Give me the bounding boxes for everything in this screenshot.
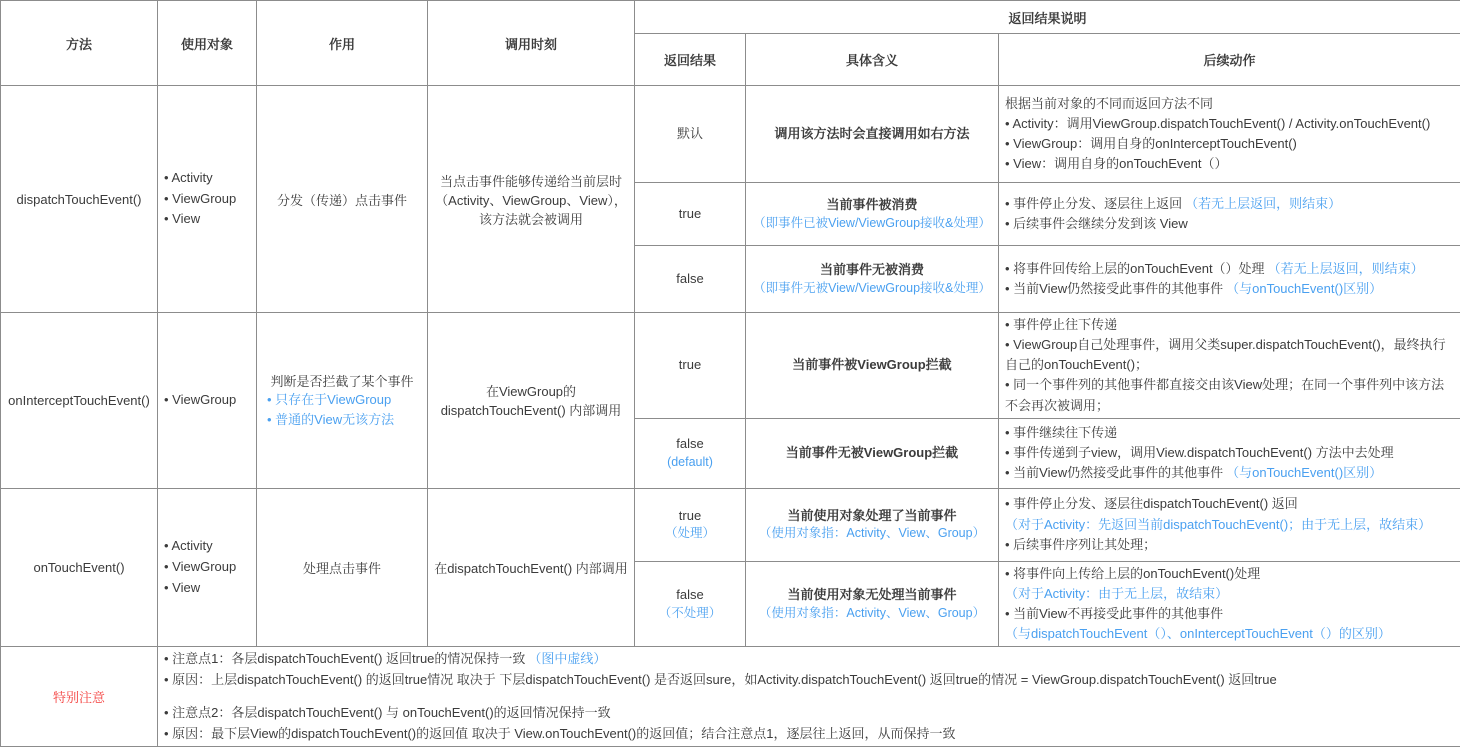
action-cell: • 将事件回传给上层的onTouchEvent（）处理 （若无上层返回，则结束） • 当前View仍然接受此事件的其他事件 （与onTouchEvent()区别）: [999, 246, 1460, 313]
col-header-target: 使用对象: [158, 1, 257, 86]
col-header-when: 调用时刻: [428, 1, 635, 86]
meaning-cell: 当前使用对象处理了当前事件 （使用对象指：Activity、View、Group）: [746, 488, 999, 561]
col-header-effect: 作用: [257, 1, 428, 86]
col-header-meaning: 具体含义: [746, 34, 999, 86]
result-cell: false (default): [635, 418, 746, 488]
table-row: [1, 313, 1460, 419]
col-header-result-group: 返回结果说明: [635, 1, 1460, 34]
result-cell: false （不处理）: [635, 561, 746, 647]
effect-ontouch: 处理点击事件: [257, 488, 428, 647]
meaning-cell: 当前事件被ViewGroup拦截: [746, 313, 999, 419]
table-row: [1, 86, 1460, 183]
effect-note: • 只存在于ViewGroup: [267, 390, 421, 410]
meaning-cell: 当前事件无被ViewGroup拦截: [746, 418, 999, 488]
note-spacer: [164, 691, 1454, 703]
meaning-cell: 当前使用对象无处理当前事件 （使用对象指：Activity、View、Group）: [746, 561, 999, 647]
col-header-result: 返回结果: [635, 34, 746, 86]
action-cell: • 事件停止分发、逐层往上返回 （若无上层返回，则结束） • 后续事件会继续分发到该 View: [999, 183, 1460, 246]
target-list-intercept: [158, 313, 257, 489]
target-item: • ViewGroup: [164, 189, 250, 210]
target-item: • Activity: [164, 536, 250, 557]
action-cell: • 事件继续往下传递 • 事件传递到子view，调用View.dispatchTouchEvent() 方法中去处理 • 当前View仍然接受此事件的其他事件 （与onTouchEvent()区别）: [999, 418, 1460, 488]
when-intercept: 在ViewGroup的dispatchTouchEvent() 内部调用: [428, 313, 635, 489]
col-header-action: 后续动作: [999, 34, 1460, 86]
target-item: • Activity: [164, 168, 250, 189]
result-cell: true （处理）: [635, 488, 746, 561]
header-row-top: [1, 1, 1460, 34]
target-item: • View: [164, 578, 250, 599]
target-list-ontouch: [158, 488, 257, 647]
col-header-method: 方法: [1, 1, 158, 86]
result-cell: true: [635, 313, 746, 419]
action-cell: • 将事件向上传给上层的onTouchEvent()处理 （对于Activity：由于无上层，故结束） • 当前View不再接受此事件的其他事件 （与dispatchTouchEvent（）、onInterceptTouchEvent（）的区别）: [999, 561, 1460, 647]
when-dispatch: 当点击事件能够传递给当前层时（Activity、ViewGroup、View），该方法就会被调用: [428, 86, 635, 313]
special-note-label: 特别注意: [1, 647, 158, 747]
special-note-row: [1, 647, 1460, 747]
special-note-content: • 注意点1：各层dispatchTouchEvent() 返回true的情况保持一致 （图中虚线） • 原因：上层dispatchTouchEvent() 的返回true情况 取决于 下层dispatchTouchEvent() 是否返回sure，如Activity.dispatchTouchEvent() 返回true的情况 = ViewGroup.dispatchTouchEvent() 返回true • 注意点2：各层dispatchTouchEvent() 与 onTouchEvent()的返回情况保持一致 • 原因：最下层View的dispatchTouchEvent()的返回值 取决于 View.onTouchEvent()的返回值；结合注意点1，逐层往上返回，从而保持一致: [158, 647, 1460, 747]
action-cell: • 事件停止往下传递 • ViewGroup自己处理事件，调用父类super.dispatchTouchEvent()，最终执行自己的onTouchEvent()； • 同一个事件列的其他事件都直接交由该View处理；在同一个事件列中该方法不会再次被调用；: [999, 313, 1460, 419]
target-item: • View: [164, 209, 250, 230]
action-cell: 根据当前对象的不同而返回方法不同 • Activity：调用ViewGroup.dispatchTouchEvent() / Activity.onTouchEvent() • ViewGroup：调用自身的onInterceptTouchEvent() • View：调用自身的onTouchEvent（）: [999, 86, 1460, 183]
target-item: • ViewGroup: [164, 557, 250, 578]
target-item: • ViewGroup: [164, 390, 250, 411]
effect-note: • 普通的View无该方法: [267, 410, 421, 430]
meaning-cell: 调用该方法时会直接调用如右方法: [746, 86, 999, 183]
method-name-dispatch: dispatchTouchEvent(): [1, 86, 158, 313]
method-name-ontouch: onTouchEvent(): [1, 488, 158, 647]
method-name-intercept: onInterceptTouchEvent(): [1, 313, 158, 489]
meaning-cell: 当前事件无被消费 （即事件无被View/ViewGroup接收&处理）: [746, 246, 999, 313]
table-row: [1, 488, 1460, 561]
result-cell: 默认: [635, 86, 746, 183]
action-cell: • 事件停止分发、逐层往dispatchTouchEvent() 返回 （对于Activity：先返回当前dispatchTouchEvent()；由于无上层，故结束） • 后续事件序列让其处理；: [999, 488, 1460, 561]
result-cell: true: [635, 183, 746, 246]
meaning-cell: 当前事件被消费 （即事件已被View/ViewGroup接收&处理）: [746, 183, 999, 246]
target-list-dispatch: [158, 86, 257, 313]
result-cell: false: [635, 246, 746, 313]
effect-dispatch: 分发（传递）点击事件: [257, 86, 428, 313]
effect-intercept: 判断是否拦截了某个事件 • 只存在于ViewGroup • 普通的View无该方法: [257, 313, 428, 489]
when-ontouch: 在dispatchTouchEvent() 内部调用: [428, 488, 635, 647]
